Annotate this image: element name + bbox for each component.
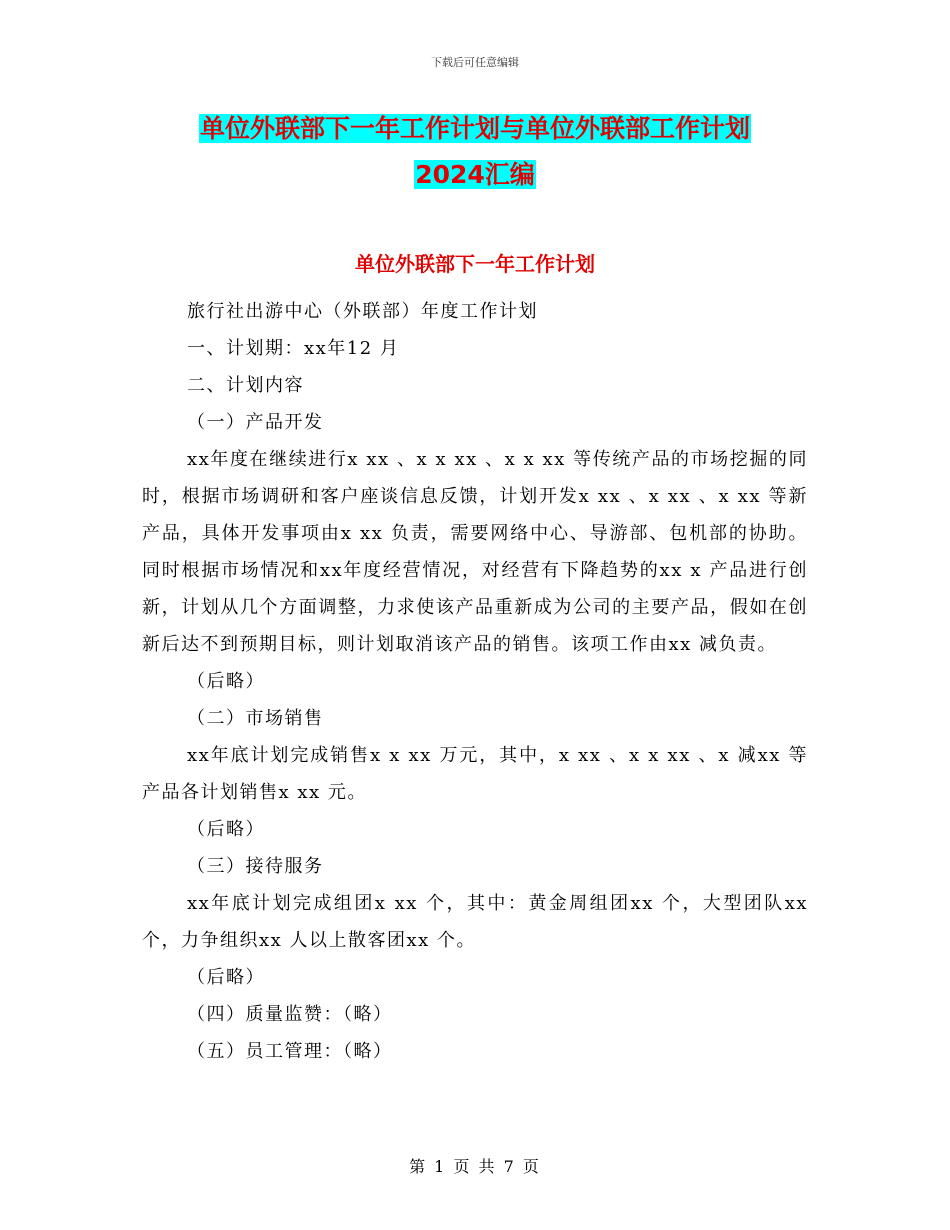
section-title: 单位外联部下一年工作计划 <box>355 252 595 276</box>
paragraph: 旅行社出游中心（外联部）年度工作计划 <box>187 301 538 322</box>
paragraph: xx年度在继续进行x xx 、x x xx 、x x xx 等传统产品的市场挖掘的同时，根据市场调研和客户座谈信息反馈，计划开发x xx 、x xx 、x xx 等新产品，具体开发事项由x xx 负责，需要网络中心、导游部、包机部的协助。同时根据市场情况和xx年度经营情况，对经营有下降趋势的xx x 产品进行创新，计划从几个方面调整，力求使该产品重新成为公司的主要产品，假如在创新后达不到预期目标，则计划取消该产品的销售。该项工作由xx 减负责。 <box>142 449 808 655</box>
document-body <box>142 293 808 1070</box>
header-note: 下载后可任意编辑 <box>431 56 519 69</box>
paragraph: 二、计划内容 <box>187 375 304 396</box>
paragraph: （三）接待服务 <box>187 856 324 877</box>
document-title-line-2 <box>0 158 950 192</box>
paragraph: （后略） <box>187 967 265 988</box>
document-title-text-1: 单位外联部下一年工作计划与单位外联部工作计划 <box>199 114 750 143</box>
paragraph: （四）质量监赞：（略） <box>187 1004 393 1025</box>
paragraph: （二）市场销售 <box>187 708 324 729</box>
paragraph: （一）产品开发 <box>187 412 324 433</box>
document-title-text-2: 2024汇编 <box>415 160 535 189</box>
paragraph: xx年底计划完成组团x xx 个，其中：黄金周组团xx 个，大型团队xx 个，力争组织xx 人以上散客团xx 个。 <box>142 893 808 951</box>
paragraph: （五）员工管理：（略） <box>187 1041 393 1062</box>
page-number-footer: 第 1 页 共 7 页 <box>409 1157 541 1176</box>
paragraph: xx年底计划完成销售x x xx 万元，其中，x xx 、x x xx 、x 减xx 等产品各计划销售x xx 元。 <box>142 745 808 803</box>
paragraph: 一、计划期：xx年12 月 <box>187 338 400 359</box>
document-title-line-1 <box>0 112 950 146</box>
paragraph: （后略） <box>187 671 265 692</box>
paragraph: （后略） <box>187 819 265 840</box>
